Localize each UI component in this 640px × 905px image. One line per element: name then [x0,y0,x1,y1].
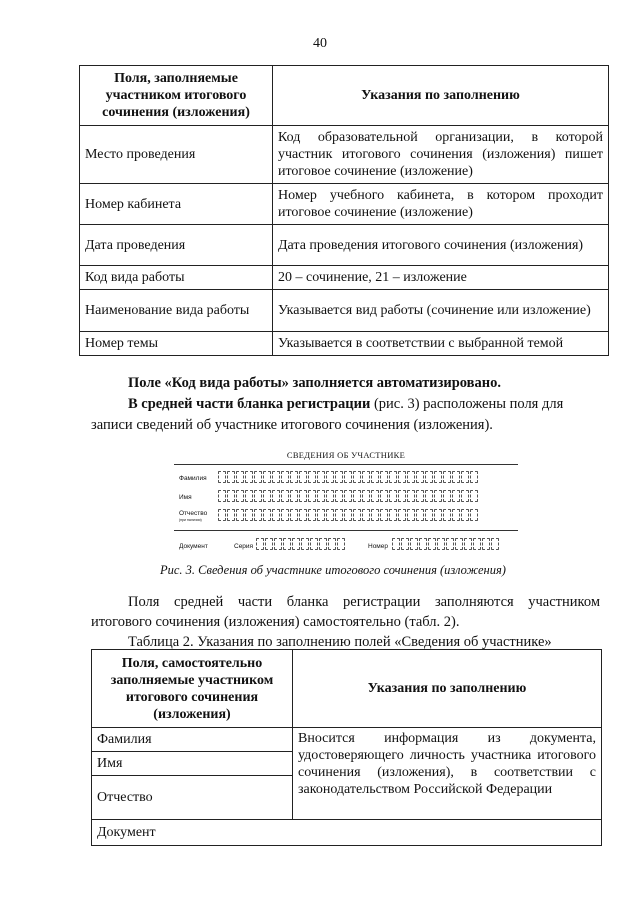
char-box [362,490,370,502]
char-box [274,538,282,550]
instruction-cell: Указывается вид работы (сочинение или изложение) [273,290,609,332]
char-box [301,538,309,550]
char-box [434,490,442,502]
name-boxes [218,490,478,503]
char-box [353,471,361,483]
table-row [80,126,609,184]
char-box [281,509,289,521]
char-box [470,490,478,502]
char-box [470,471,478,483]
char-box [263,471,271,483]
table-header-cell: Указания по заполнению [273,66,609,126]
char-box [362,509,370,521]
char-box [407,490,415,502]
page-number: 40 [313,36,327,51]
figure-rule [174,530,518,531]
char-box [452,509,460,521]
instruction-cell: Код образовательной организации, в которой участник итогового сочинения (изложения) пишет итоговое сочинение (изложение) [273,126,609,184]
field-cell: Документ [92,820,602,846]
merged-instruction-cell: Вносится информация из документа, удостоверяющего личность участника итогового сочинения (изложения), в соответствии с законодательством Российской Федерации [293,728,602,820]
surname-label: Фамилия [179,475,207,482]
char-box [283,538,291,550]
char-box [425,471,433,483]
field-cell: Наименование вида работы [80,290,273,332]
char-box [281,471,289,483]
char-box [443,509,451,521]
char-box [371,471,379,483]
instructions-table-1 [79,65,609,356]
char-box [256,538,264,550]
char-box [218,471,226,483]
series-label: Серия [234,543,254,550]
char-box [362,471,370,483]
char-box [461,490,469,502]
figure-rule [174,464,518,465]
char-box [317,490,325,502]
char-box [254,509,262,521]
char-box [344,509,352,521]
table-2-caption: Таблица 2. Указания по заполнению полей «Сведения об участнике» [128,634,552,650]
char-box [371,490,379,502]
number-label: Номер [368,543,389,550]
char-box [425,509,433,521]
char-box [326,509,334,521]
paragraph-bold-lead: В средней части бланка регистрации [128,396,371,412]
char-box [290,490,298,502]
char-box [452,490,460,502]
char-box [443,490,451,502]
number-boxes [392,538,499,551]
char-box [353,490,361,502]
patronymic-boxes [218,509,478,522]
char-box [401,538,409,550]
char-box [455,538,463,550]
char-box [218,509,226,521]
char-box [227,490,235,502]
surname-boxes [218,471,478,484]
char-box [416,490,424,502]
field-cell: Номер темы [80,332,273,356]
instruction-cell: Номер учебного кабинета, в котором проходит итоговое сочинение (изложение) [273,184,609,225]
char-box [335,490,343,502]
table-header-cell: Указания по заполнению [293,650,602,728]
char-box [443,471,451,483]
char-box [425,490,433,502]
char-box [299,471,307,483]
char-box [434,471,442,483]
char-box [392,538,400,550]
char-box [263,490,271,502]
table-header-row [80,66,609,126]
char-box [353,509,361,521]
field-cell: Дата проведения [80,225,273,266]
char-box [254,490,262,502]
char-box [227,471,235,483]
char-box [272,471,280,483]
char-box [389,490,397,502]
char-box [326,490,334,502]
instructions-table-2 [91,649,602,846]
char-box [290,509,298,521]
char-box [407,471,415,483]
table-row [80,266,609,290]
auto-fill-note: Поле «Код вида работы» заполняется автоматизировано. [128,375,501,391]
char-box [326,471,334,483]
char-box [290,471,298,483]
name-label: Имя [179,494,192,501]
field-cell: Фамилия [92,728,293,752]
char-box [389,509,397,521]
field-cell: Номер кабинета [80,184,273,225]
char-box [335,471,343,483]
instruction-cell: 20 – сочинение, 21 – изложение [273,266,609,290]
char-box [236,490,244,502]
field-cell: Код вида работы [80,266,273,290]
table-row [92,820,602,846]
char-box [281,490,289,502]
patronymic-label: Отчество [179,510,208,517]
char-box [337,538,345,550]
char-box [470,509,478,521]
char-box [236,471,244,483]
patronymic-note: (при наличии) [179,518,202,522]
instruction-cell: Дата проведения итогового сочинения (изложения) [273,225,609,266]
char-box [265,538,273,550]
table-row [80,290,609,332]
field-cell: Место проведения [80,126,273,184]
paragraph-middle-part [128,394,598,415]
char-box [245,509,253,521]
table-row [92,728,602,752]
char-box [482,538,490,550]
table-header-cell: Поля, заполняемые участником итогового сочинения (изложения) [80,66,273,126]
char-box [272,490,280,502]
paragraph-line: Поля средней части бланка регистрации заполняются участником [128,594,600,610]
char-box [389,471,397,483]
char-box [410,538,418,550]
char-box [308,490,316,502]
char-box [371,509,379,521]
char-box [292,538,300,550]
instruction-cell: Указывается в соответствии с выбранной темой [273,332,609,356]
paragraph-text: записи сведений об участнике итогового сочинения (изложения). [91,417,493,433]
char-box [317,509,325,521]
char-box [434,509,442,521]
char-box [254,471,262,483]
char-box [299,509,307,521]
table-row [80,225,609,266]
char-box [398,509,406,521]
char-box [344,490,352,502]
char-box [218,490,226,502]
figure-caption: Рис. 3. Сведения об участнике итогового сочинения (изложения) [160,563,506,577]
char-box [398,490,406,502]
char-box [308,509,316,521]
char-box [236,509,244,521]
char-box [227,509,235,521]
figure-title: СВЕДЕНИЯ ОБ УЧАСТНИКЕ [286,450,406,460]
field-cell: Имя [92,752,293,776]
char-box [310,538,318,550]
char-box [407,509,415,521]
char-box [446,538,454,550]
char-box [491,538,499,550]
char-box [416,471,424,483]
field-cell: Отчество [92,776,293,820]
char-box [263,509,271,521]
char-box [299,490,307,502]
participant-info-figure [174,450,518,560]
char-box [308,471,316,483]
char-box [380,471,388,483]
char-box [452,471,460,483]
paragraph-text: итогового сочинения (изложения) самостоятельно (табл. 2). [91,614,460,630]
document-label: Документ [179,543,208,550]
char-box [317,471,325,483]
char-box [380,490,388,502]
char-box [272,509,280,521]
char-box [245,471,253,483]
paragraph-text [128,592,600,613]
table-row [80,184,609,225]
char-box [245,490,253,502]
table-row [80,332,609,356]
char-box [464,538,472,550]
char-box [437,538,445,550]
char-box [461,509,469,521]
char-box [335,509,343,521]
paragraph-text: (рис. 3) расположены поля для [370,396,564,412]
char-box [328,538,336,550]
table-header-row [92,650,602,728]
char-box [473,538,481,550]
char-box [344,471,352,483]
table-header-cell: Поля, самостоятельно заполняемые участником итогового сочинения (изложения) [92,650,293,728]
char-box [416,509,424,521]
series-boxes [256,538,345,551]
char-box [461,471,469,483]
char-box [380,509,388,521]
char-box [319,538,327,550]
char-box [428,538,436,550]
char-box [419,538,427,550]
char-box [398,471,406,483]
